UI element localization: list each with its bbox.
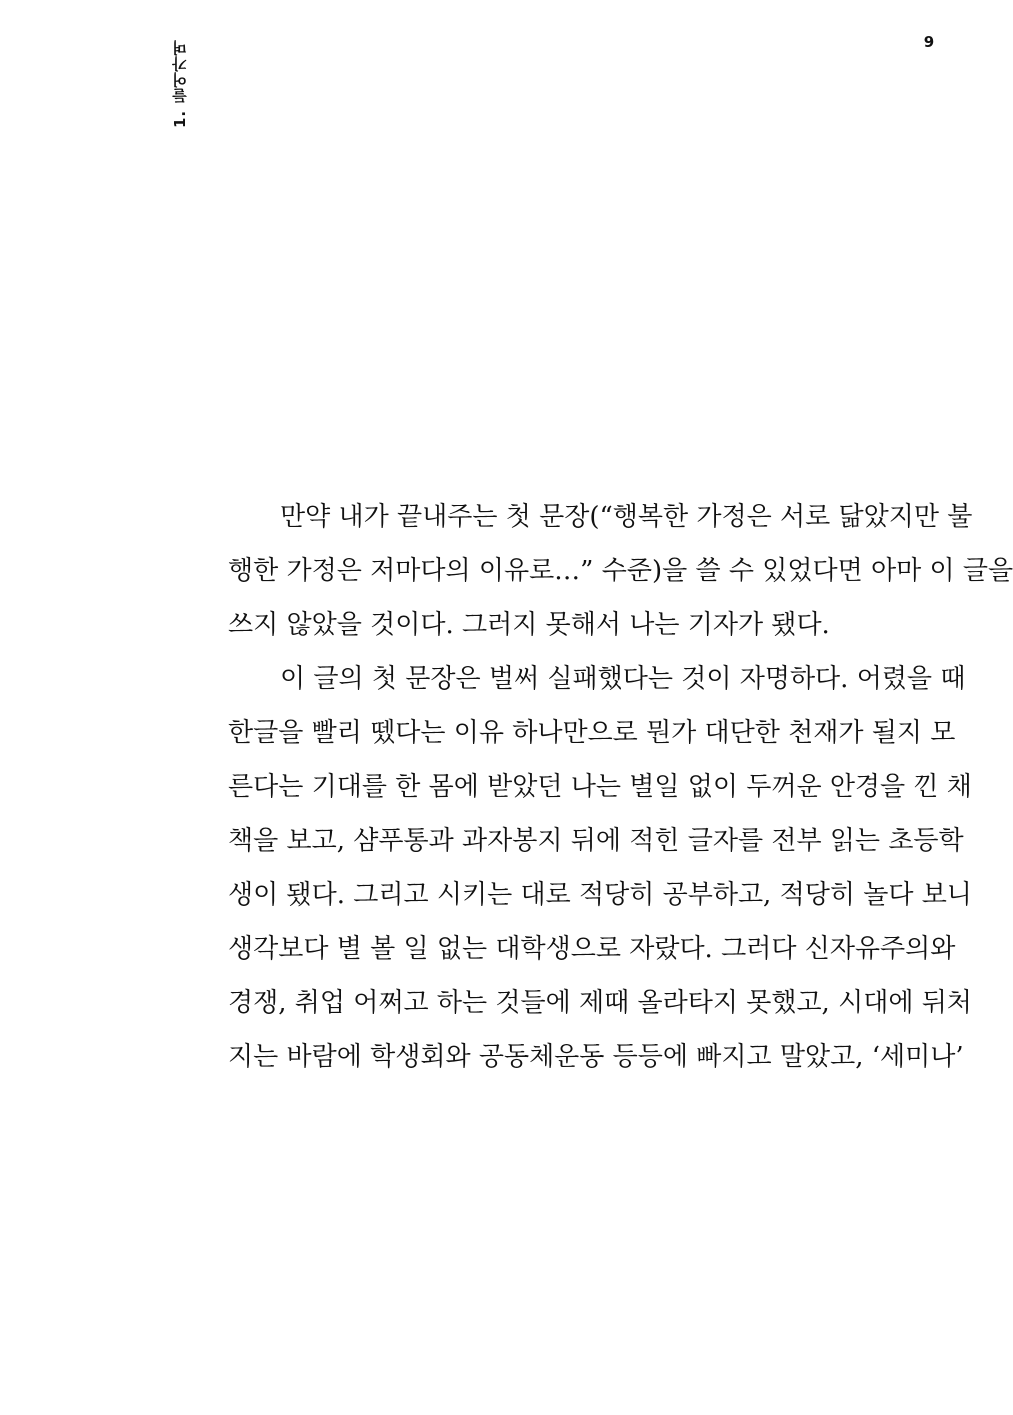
- text-line: 책을 보고, 샴푸통과 과자봉지 뒤에 적힌 글자를 전부 읽는 초등학: [228, 826, 964, 856]
- text-line: 이 글의 첫 문장은 벌써 실패했다는 것이 자명하다. 어렸을 때: [280, 664, 966, 694]
- page-number: 9: [923, 33, 935, 51]
- chapter-label: 1. 들어가며: [171, 39, 189, 128]
- text-line: 생각보다 별 볼 일 없는 대학생으로 자랐다. 그러다 신자유주의와: [228, 934, 956, 964]
- text-line: 만약 내가 끝내주는 첫 문장(“행복한 가정은 서로 닮았지만 불: [280, 502, 973, 532]
- text-line: 지는 바람에 학생회와 공동체운동 등등에 빠지고 말았고, ‘세미나’: [228, 1042, 964, 1072]
- text-line: 른다는 기대를 한 몸에 받았던 나는 별일 없이 두꺼운 안경을 낀 채: [228, 772, 972, 802]
- text-line: 행한 가정은 저마다의 이유로…” 수준)을 쓸 수 있었다면 아마 이 글을: [228, 556, 1013, 586]
- text-line: 생이 됐다. 그리고 시키는 대로 적당히 공부하고, 적당히 놀다 보니: [228, 880, 972, 910]
- paragraph-1: [228, 490, 1013, 652]
- body-text: [228, 490, 1013, 1084]
- text-line: 경쟁, 취업 어쩌고 하는 것들에 제때 올라타지 못했고, 시대에 뒤처: [228, 988, 972, 1018]
- text-line: 한글을 빨리 뗐다는 이유 하나만으로 뭔가 대단한 천재가 될지 모: [228, 718, 956, 748]
- paragraph-2: [228, 652, 972, 1084]
- text-line: 쓰지 않았을 것이다. 그러지 못해서 나는 기자가 됐다.: [228, 610, 830, 640]
